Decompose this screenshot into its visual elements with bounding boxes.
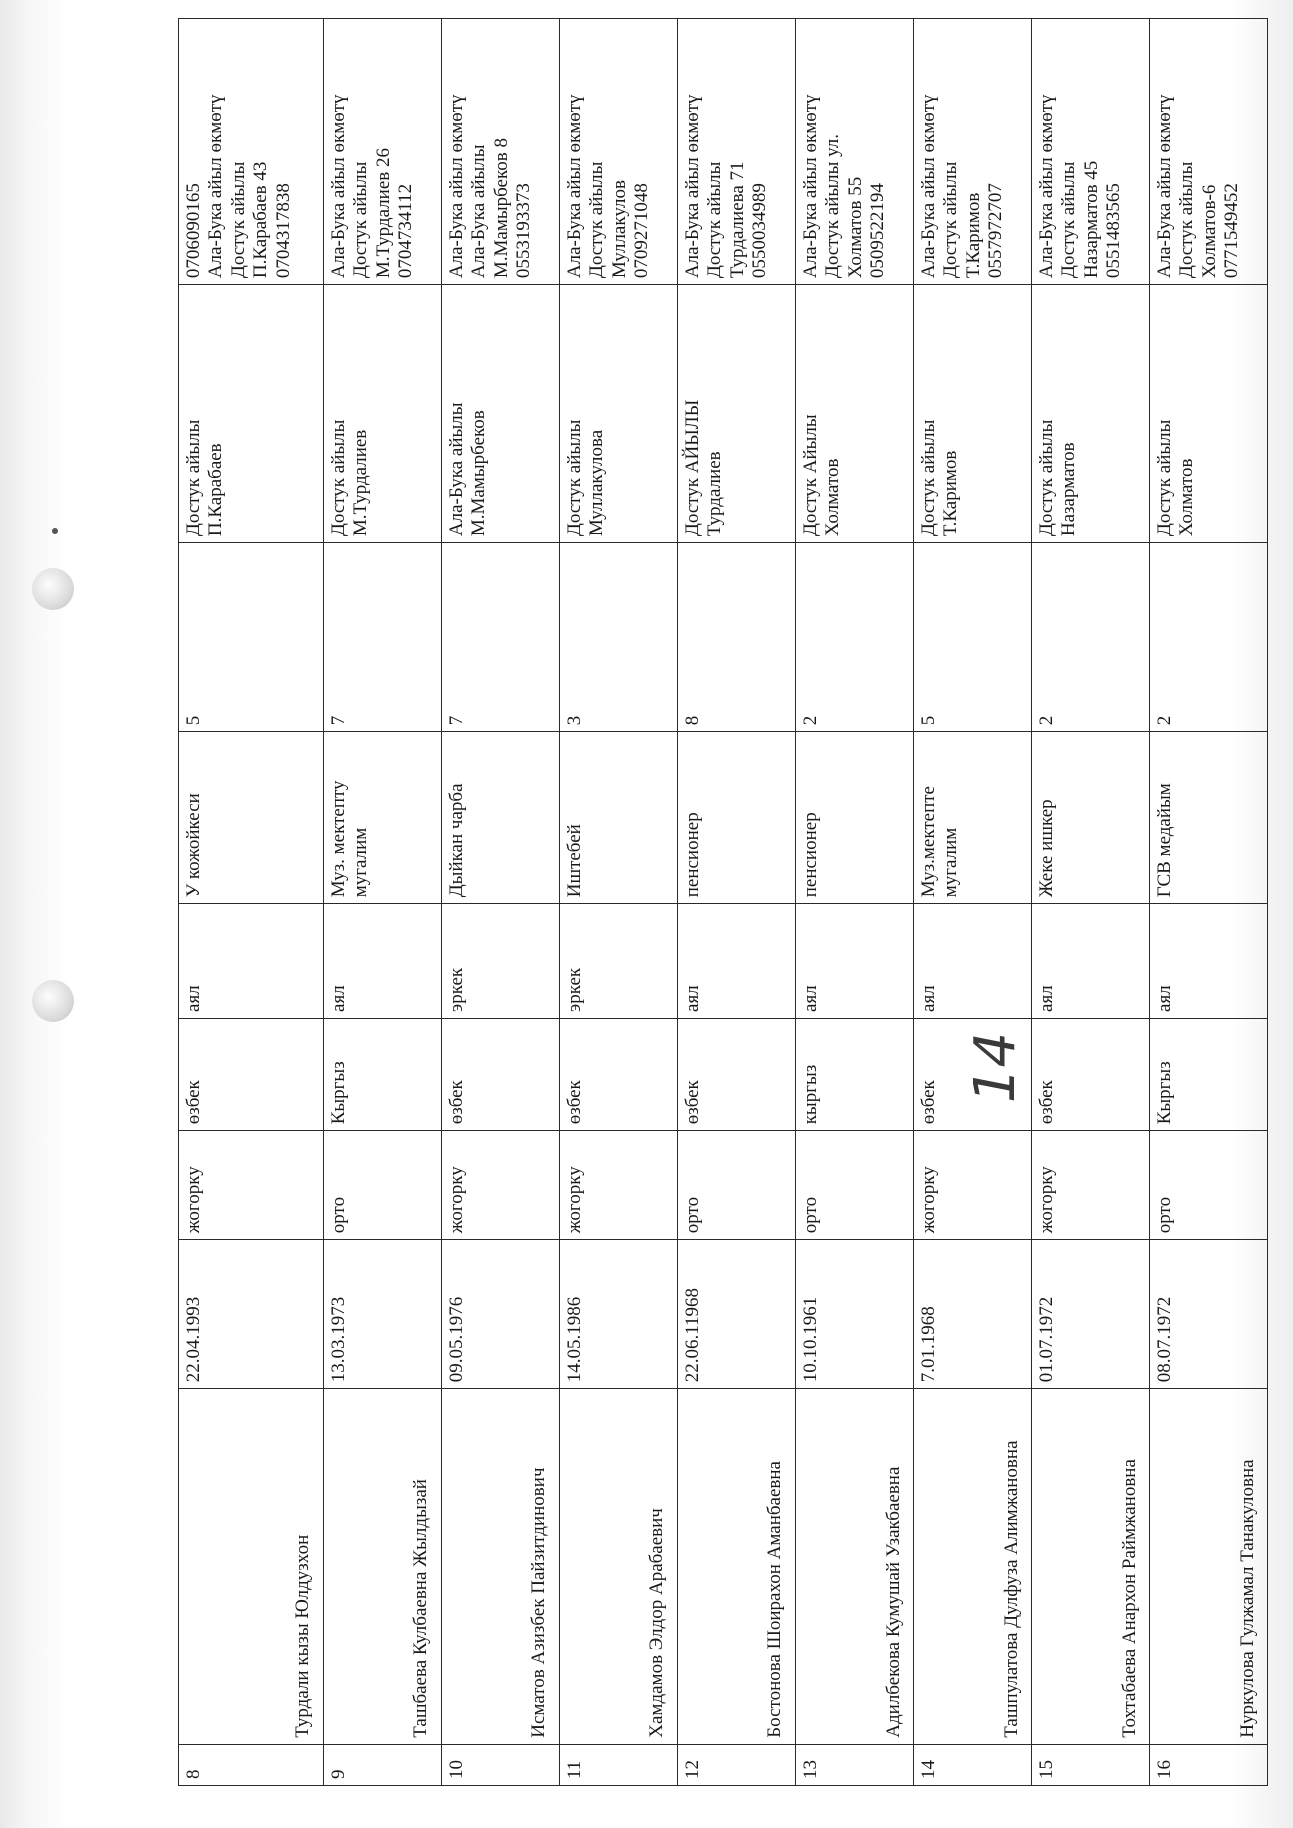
- address-cell-line: Достук айылы: [1153, 419, 1175, 537]
- row-number-cell: 13: [795, 1744, 913, 1785]
- contact-cell-line: 0704317838: [272, 183, 294, 279]
- nationality-cell: өзбек: [441, 1018, 559, 1130]
- sex-cell: аял: [1149, 904, 1267, 1019]
- contact-cell: [795, 19, 913, 285]
- table-row: [323, 19, 441, 1786]
- address-cell-line: Достук айылы: [327, 419, 349, 537]
- nationality-cell: өзбек: [1031, 1018, 1149, 1130]
- full-name-cell: Бостонова Шоирахон Аманбаевна: [677, 1389, 795, 1744]
- row-number-cell: 12: [677, 1744, 795, 1785]
- occupation-cell: ГСВ медайым: [1149, 732, 1267, 904]
- contact-cell-line: Достук айылы: [350, 161, 372, 279]
- full-name-cell: Ташбаева Кулбаевна Жылдызай: [323, 1389, 441, 1744]
- address-cell-line: Турдалиев: [704, 451, 726, 537]
- contact-cell-line: 0709271048: [631, 183, 653, 279]
- education-cell: жогорку: [1031, 1131, 1149, 1240]
- education-cell: орто: [677, 1131, 795, 1240]
- birth-date-cell: 22.06.11968: [677, 1240, 795, 1389]
- family-members-cell: 5: [179, 543, 324, 732]
- table-row: [677, 19, 795, 1786]
- address-cell-line: М.Мамырбеков: [468, 410, 490, 537]
- birth-date-cell: 14.05.1986: [559, 1240, 677, 1389]
- education-cell: жогорку: [559, 1131, 677, 1240]
- rotated-table-container: [178, 18, 1268, 1786]
- address-cell-line: Назарматов: [1058, 442, 1080, 537]
- contact-cell: [441, 19, 559, 285]
- full-name-cell: Турдали кызы Юлдузхон: [179, 1389, 324, 1744]
- contact-cell: [913, 19, 1031, 285]
- contact-cell-line: Ала-Бука айыл өкмөтү: [917, 94, 939, 279]
- full-name-cell: Исматов Азизбек Пайзитдинович: [441, 1389, 559, 1744]
- row-number-cell: 15: [1031, 1744, 1149, 1785]
- contact-cell-line: 0704734112: [395, 183, 417, 279]
- contact-cell-line: Ала-Бука айыл өкмөтү: [799, 94, 821, 279]
- birth-date-cell: 01.07.1972: [1031, 1240, 1149, 1389]
- sex-cell: аял: [323, 904, 441, 1019]
- address-cell-line: Холматов: [822, 458, 844, 537]
- nationality-cell: өзбек: [677, 1018, 795, 1130]
- punch-hole-top: [32, 568, 74, 610]
- contact-cell-line: Ала-Бука айыл өкмөтү: [1153, 94, 1175, 279]
- handwritten-page-number: 14: [963, 1031, 1029, 1104]
- contact-cell-line: Ала-Бука айыл өкмөтү: [1035, 94, 1057, 279]
- contact-cell: [179, 19, 324, 285]
- sex-cell: эркек: [559, 904, 677, 1019]
- contact-cell-line: 0553193373: [513, 183, 535, 279]
- contact-cell-line: Достук айылы: [227, 161, 249, 279]
- education-cell: орто: [1149, 1131, 1267, 1240]
- nationality-cell: өзбек: [913, 1018, 1031, 1130]
- occupation-cell: Иштебей: [559, 732, 677, 904]
- full-name-cell: Адилбекова Кумушай Узакбаевна: [795, 1389, 913, 1744]
- birth-date-cell: 13.03.1973: [323, 1240, 441, 1389]
- occupation-cell: У кожойкеси: [179, 732, 324, 904]
- contact-cell-line: 0771549452: [1221, 183, 1243, 279]
- contact-cell-line: Назарматов 45: [1080, 160, 1102, 279]
- contact-cell-line: М.Мамырбеков 8: [490, 138, 512, 279]
- address-cell: [179, 285, 324, 543]
- contact-cell: [1149, 19, 1267, 285]
- table-row: [795, 19, 913, 1786]
- contact-cell-line: Ала-Бука айыл өкмөтү: [327, 94, 349, 279]
- sex-cell: аял: [913, 904, 1031, 1019]
- ink-speck: [52, 528, 58, 534]
- row-number-cell: 11: [559, 1744, 677, 1785]
- sex-cell: аял: [179, 904, 324, 1019]
- full-name-cell: Ташпулатова Дулфуза Алимжановна: [913, 1389, 1031, 1744]
- contact-cell-line: Достук айылы ул.: [822, 133, 844, 279]
- sex-cell: аял: [677, 904, 795, 1019]
- address-cell-line: Достук айылы: [563, 419, 585, 537]
- contact-cell-line: Муллакулов: [608, 180, 630, 279]
- contact-cell-line: Ала-Бука айыл өкмөтү: [205, 94, 227, 279]
- occupation-cell: пенсионер: [795, 732, 913, 904]
- sex-cell: эркек: [441, 904, 559, 1019]
- family-members-cell: 2: [1031, 543, 1149, 732]
- address-cell-line: Достук айылы: [1035, 419, 1057, 537]
- occupation-cell: пенсионер: [677, 732, 795, 904]
- contact-cell-line: 0551483565: [1103, 183, 1125, 279]
- family-members-cell: 7: [323, 543, 441, 732]
- contact-cell-line: Т.Каримов: [962, 192, 984, 279]
- family-members-cell: 5: [913, 543, 1031, 732]
- address-cell: [795, 285, 913, 543]
- education-cell: орто: [323, 1131, 441, 1240]
- address-cell-line: П.Карабаев: [205, 443, 227, 537]
- contact-cell: [559, 19, 677, 285]
- birth-date-cell: 22.04.1993: [179, 1240, 324, 1389]
- table-row: [1149, 19, 1267, 1786]
- address-cell-line: Муллакулова: [586, 429, 608, 537]
- contact-cell-line: 0706090165: [183, 183, 204, 279]
- birth-date-cell: 09.05.1976: [441, 1240, 559, 1389]
- address-cell: [559, 285, 677, 543]
- address-cell-line: Достук АЙЫЛЫ: [681, 399, 703, 537]
- address-cell-line: Ала-Бука айылы: [445, 402, 467, 537]
- contact-cell-line: Достук айылы: [1176, 161, 1198, 279]
- education-cell: орто: [795, 1131, 913, 1240]
- contact-cell-line: М.Турдалиев 26: [372, 148, 394, 279]
- contact-cell-line: Ала-Бука айыл өкмөтү: [681, 94, 703, 279]
- sex-cell: аял: [795, 904, 913, 1019]
- address-cell: [1031, 285, 1149, 543]
- row-number-cell: 14: [913, 1744, 1031, 1785]
- contact-cell-line: Достук айылы: [704, 161, 726, 279]
- nationality-cell: өзбек: [559, 1018, 677, 1130]
- education-cell: жогорку: [913, 1131, 1031, 1240]
- occupation-cell: Жеке ишкер: [1031, 732, 1149, 904]
- address-cell-line: Достук Айылы: [799, 414, 821, 537]
- address-cell-line: Холматов: [1176, 458, 1198, 537]
- address-cell-line: М.Турдалиев: [350, 429, 372, 537]
- contact-cell-line: Ала-Бука айыл өкмөтү: [445, 94, 467, 279]
- family-members-cell: 2: [1149, 543, 1267, 732]
- full-name-cell: Тохтабаева Анархон Раймжановна: [1031, 1389, 1149, 1744]
- contact-cell: [677, 19, 795, 285]
- row-number-cell: 8: [179, 1744, 324, 1785]
- table-row: [179, 19, 324, 1786]
- address-cell: [913, 285, 1031, 543]
- row-number-cell: 10: [441, 1744, 559, 1785]
- residents-table: [178, 18, 1268, 1786]
- table-row: [913, 19, 1031, 1786]
- occupation-cell: Дыйкан чарба: [441, 732, 559, 904]
- nationality-cell: кыргыз: [795, 1018, 913, 1130]
- contact-cell-line: Достук айылы: [586, 161, 608, 279]
- contact-cell-line: Холматов 55: [844, 176, 866, 279]
- table-row: [441, 19, 559, 1786]
- row-number-cell: 16: [1149, 1744, 1267, 1785]
- contact-cell-line: 0550034989: [749, 183, 771, 279]
- address-cell: [1149, 285, 1267, 543]
- full-name-cell: Нуркулова Гулжамал Танакуловна: [1149, 1389, 1267, 1744]
- occupation-cell: Муз. мектепту мугалим: [323, 732, 441, 904]
- birth-date-cell: 10.10.1961: [795, 1240, 913, 1389]
- education-cell: жогорку: [441, 1131, 559, 1240]
- nationality-cell: өзбек: [179, 1018, 324, 1130]
- contact-cell: [1031, 19, 1149, 285]
- contact-cell-line: Ала-Бука айылы: [468, 144, 490, 279]
- family-members-cell: 2: [795, 543, 913, 732]
- punch-hole-bottom: [32, 980, 74, 1022]
- contact-cell-line: 0509522194: [867, 183, 889, 279]
- address-cell-line: Т.Каримов: [940, 450, 962, 537]
- sex-cell: аял: [1031, 904, 1149, 1019]
- table-row: [1031, 19, 1149, 1786]
- birth-date-cell: 08.07.1972: [1149, 1240, 1267, 1389]
- contact-cell-line: Достук айылы: [1058, 161, 1080, 279]
- contact-cell-line: 0557972707: [985, 183, 1007, 279]
- row-number-cell: 9: [323, 1744, 441, 1785]
- address-cell-line: Достук айылы: [183, 419, 204, 537]
- contact-cell-line: Ала-Бука айыл өкмөтү: [563, 94, 585, 279]
- family-members-cell: 3: [559, 543, 677, 732]
- family-members-cell: 7: [441, 543, 559, 732]
- contact-cell-line: Холматов-6: [1198, 184, 1220, 279]
- address-cell: [677, 285, 795, 543]
- full-name-cell: Хамдамов Элдор Арабаевич: [559, 1389, 677, 1744]
- education-cell: жогорку: [179, 1131, 324, 1240]
- address-cell-line: Достук айылы: [917, 419, 939, 537]
- contact-cell-line: Достук айылы: [940, 161, 962, 279]
- table-frame: [178, 18, 1268, 1786]
- contact-cell-line: П.Карабаев 43: [250, 161, 272, 279]
- nationality-cell: Кыргыз: [1149, 1018, 1267, 1130]
- nationality-cell: Кыргыз: [323, 1018, 441, 1130]
- family-members-cell: 8: [677, 543, 795, 732]
- address-cell: [441, 285, 559, 543]
- birth-date-cell: 7.01.1968: [913, 1240, 1031, 1389]
- contact-cell: [323, 19, 441, 285]
- table-row: [559, 19, 677, 1786]
- occupation-cell: Муз.мектепте мугалим: [913, 732, 1031, 904]
- contact-cell-line: Турдалиева 71: [726, 161, 748, 279]
- address-cell: [323, 285, 441, 543]
